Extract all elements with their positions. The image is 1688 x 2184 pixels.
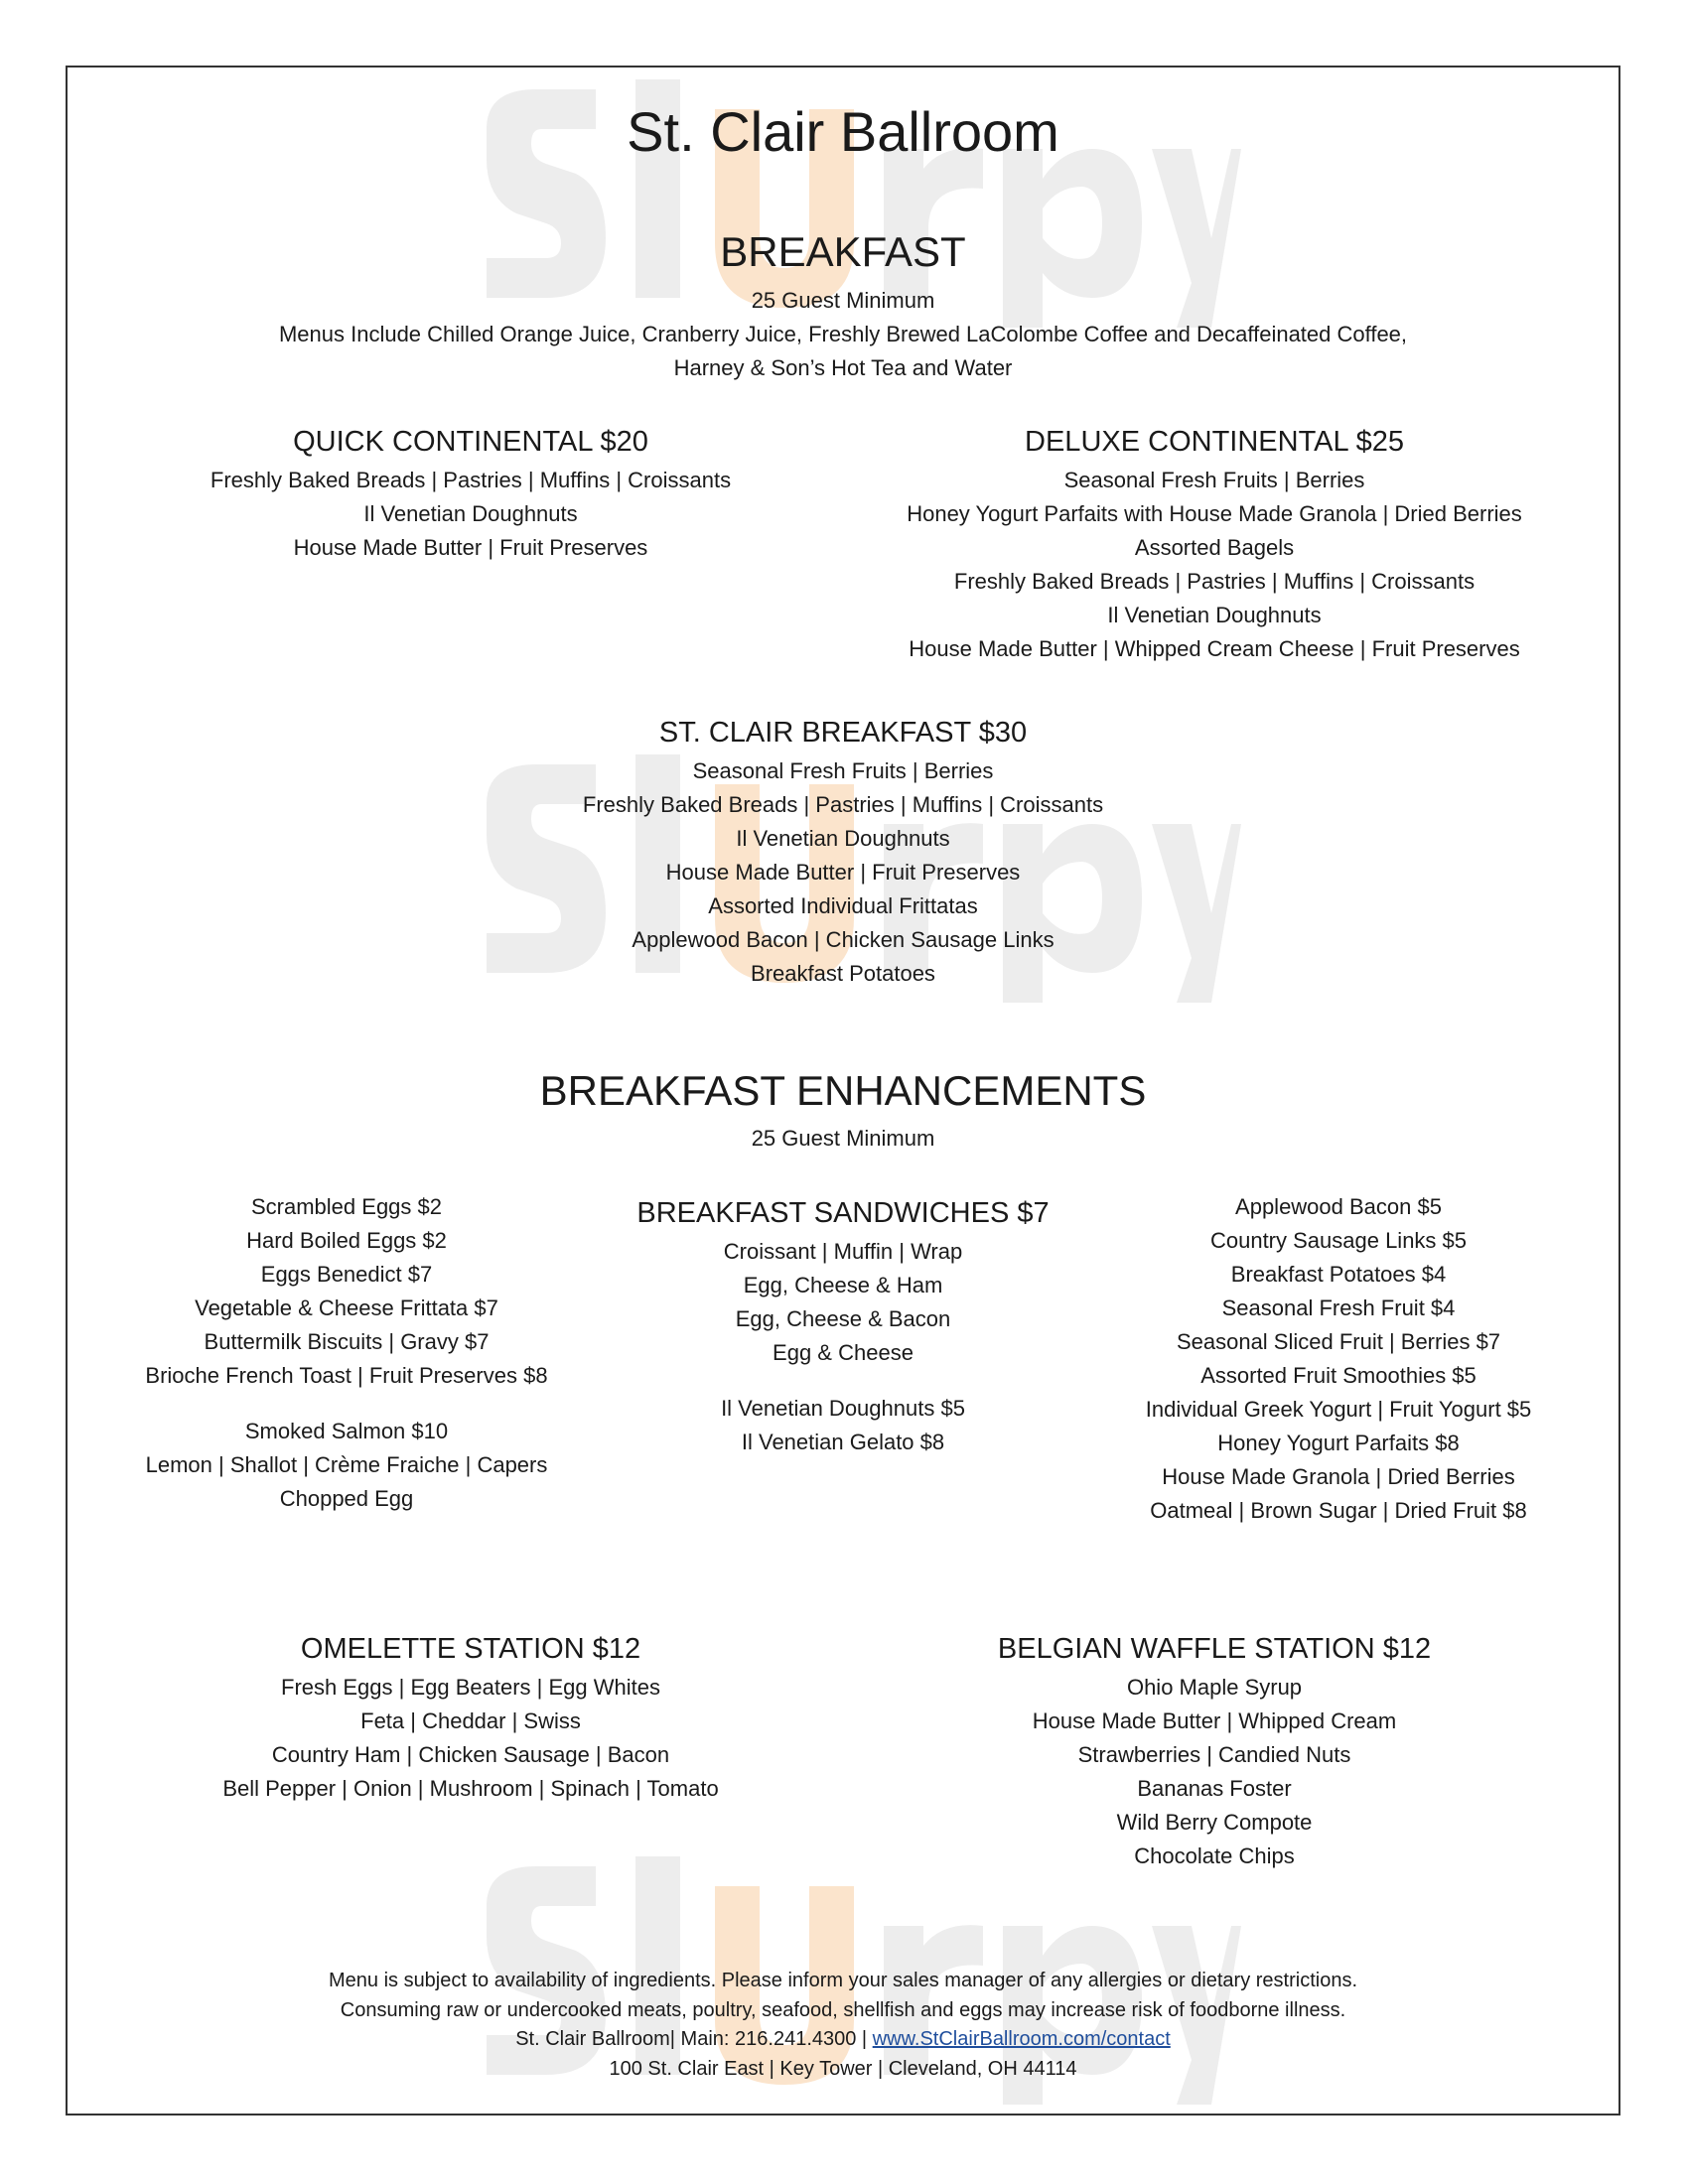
menu-item: Hard Boiled Eggs $2 [246, 1228, 447, 1253]
menu-item: Menus Include Chilled Orange Juice, Cranberry Juice, Freshly Brewed LaColombe Coffee and Decaffeinated Coffee, [278, 322, 1408, 346]
menu-item: Feta | Cheddar | Swiss [360, 1708, 581, 1733]
breakfast-sandwiches-items [721, 1235, 965, 1459]
contact-link[interactable]: www.StClairBallroom.com/contact [872, 2028, 1171, 2050]
menu-item: Assorted Fruit Smoothies $5 [1200, 1363, 1477, 1388]
menu-item: Bell Pepper | Onion | Mushroom | Spinach | Tomato [222, 1776, 719, 1801]
menu-item: Freshly Baked Breads | Pastries | Muffins | Croissants [210, 468, 732, 492]
menu-item: Scrambled Eggs $2 [251, 1194, 442, 1219]
menu-item: Honey Yogurt Parfaits with House Made Granola | Dried Berries [907, 501, 1522, 526]
footer [329, 1967, 1357, 2084]
menu-item: Il Venetian Gelato $8 [741, 1430, 945, 1454]
menu-item: Harney & Son’s Hot Tea and Water [673, 355, 1013, 380]
menu-item: Buttermilk Biscuits | Gravy $7 [204, 1329, 490, 1354]
menu-item: Lemon | Shallot | Crème Fraiche | Capers [145, 1452, 548, 1477]
enhancements-right-items [1146, 1190, 1532, 1528]
beverage-includes [279, 318, 1407, 385]
waffle-station-heading: BELGIAN WAFFLE STATION $12 [997, 1633, 1432, 1665]
menu-item: Seasonal Sliced Fruit | Berries $7 [1176, 1329, 1501, 1354]
menu-item: Brioche French Toast | Fruit Preserves $8 [145, 1363, 548, 1388]
menu-item: Bananas Foster [1137, 1776, 1292, 1801]
footer-warning: Consuming raw or undercooked meats, poultry, seafood, shellfish and eggs may increase risk of foodborne illness. [340, 1998, 1346, 2021]
menu-item: Breakfast Potatoes [751, 961, 935, 986]
deluxe-continental-heading: DELUXE CONTINENTAL $25 [1025, 426, 1404, 458]
menu-item: Strawberries | Candied Nuts [1077, 1742, 1351, 1767]
menu-item: Ohio Maple Syrup [1126, 1675, 1303, 1700]
guest-minimum: 25 Guest Minimum [751, 288, 935, 313]
menu-item: House Made Butter | Whipped Cream Cheese | Fruit Preserves [909, 636, 1520, 661]
menu-item: Il Venetian Doughnuts $5 [721, 1396, 965, 1421]
enhancements-heading: BREAKFAST ENHANCEMENTS [539, 1067, 1147, 1114]
breakfast-heading: BREAKFAST [720, 228, 966, 275]
page-title: St. Clair Ballroom [627, 100, 1059, 163]
menu-item: Seasonal Fresh Fruit $4 [1221, 1296, 1456, 1320]
deluxe-continental-items [907, 464, 1522, 666]
menu-item: Vegetable & Cheese Frittata $7 [195, 1296, 498, 1320]
enhancements-left-items [145, 1190, 547, 1516]
spacer [145, 1393, 547, 1415]
menu-item: Fresh Eggs | Egg Beaters | Egg Whites [281, 1675, 660, 1700]
menu-item: House Made Butter | Fruit Preserves [665, 860, 1021, 885]
menu-item: Eggs Benedict $7 [260, 1262, 433, 1287]
menu-item: Oatmeal | Brown Sugar | Dried Fruit $8 [1150, 1498, 1527, 1523]
st-clair-breakfast-items [583, 754, 1103, 991]
menu-item: Individual Greek Yogurt | Fruit Yogurt $5 [1145, 1397, 1532, 1422]
menu-item: Chopped Egg [279, 1486, 414, 1511]
menu-item: Assorted Bagels [1134, 535, 1295, 560]
menu-item: House Made Butter | Fruit Preserves [293, 535, 648, 560]
menu-item: House Made Butter | Whipped Cream [1032, 1708, 1397, 1733]
st-clair-breakfast-heading: ST. CLAIR BREAKFAST $30 [658, 717, 1028, 749]
menu-item: Assorted Individual Frittatas [708, 893, 978, 918]
menu-item: Chocolate Chips [1134, 1843, 1295, 1868]
omelette-station-items [222, 1671, 718, 1806]
menu-item: Wild Berry Compote [1116, 1810, 1313, 1835]
footer-phone: St. Clair Ballroom| Main: 216.241.4300 | [515, 2028, 873, 2050]
menu-item: Egg, Cheese & Bacon [735, 1306, 951, 1331]
menu-item: Croissant | Muffin | Wrap [723, 1239, 963, 1264]
menu-item: House Made Granola | Dried Berries [1162, 1464, 1515, 1489]
omelette-station-heading: OMELETTE STATION $12 [300, 1633, 641, 1665]
menu-item: Freshly Baked Breads | Pastries | Muffins | Croissants [582, 792, 1104, 817]
spacer [721, 1370, 965, 1392]
menu-item: Breakfast Potatoes $4 [1230, 1262, 1447, 1287]
menu-item: Egg, Cheese & Ham [743, 1273, 943, 1297]
enhancements-minimum: 25 Guest Minimum [751, 1126, 935, 1151]
waffle-station-items [1033, 1671, 1396, 1873]
menu-item: Country Ham | Chicken Sausage | Bacon [271, 1742, 670, 1767]
menu-item: Smoked Salmon $10 [244, 1419, 449, 1443]
menu-item: Seasonal Fresh Fruits | Berries [1063, 468, 1365, 492]
menu-item: Country Sausage Links $5 [1209, 1228, 1468, 1253]
footer-address: 100 St. Clair East | Key Tower | Cleveland, OH 44114 [609, 2057, 1077, 2080]
menu-item: Honey Yogurt Parfaits $8 [1217, 1431, 1460, 1455]
menu-item: Freshly Baked Breads | Pastries | Muffins | Croissants [953, 569, 1476, 594]
footer-contact [329, 2025, 1357, 2055]
menu-item: Il Venetian Doughnuts [736, 826, 950, 851]
menu-item: Applewood Bacon $5 [1235, 1194, 1442, 1219]
menu-item: Il Venetian Doughnuts [1107, 603, 1322, 627]
footer-disclaimer: Menu is subject to availability of ingredients. Please inform your sales manager of any allergies or dietary restrictions. [328, 1970, 1358, 1991]
menu-item: Il Venetian Doughnuts [363, 501, 578, 526]
menu-item: Seasonal Fresh Fruits | Berries [692, 758, 994, 783]
menu-item: Egg & Cheese [773, 1340, 914, 1365]
menu-item: Applewood Bacon | Chicken Sausage Links [632, 927, 1055, 952]
quick-continental-items [211, 464, 731, 565]
quick-continental-heading: QUICK CONTINENTAL $20 [293, 426, 648, 458]
breakfast-sandwiches-heading: BREAKFAST SANDWICHES $7 [636, 1197, 1050, 1229]
